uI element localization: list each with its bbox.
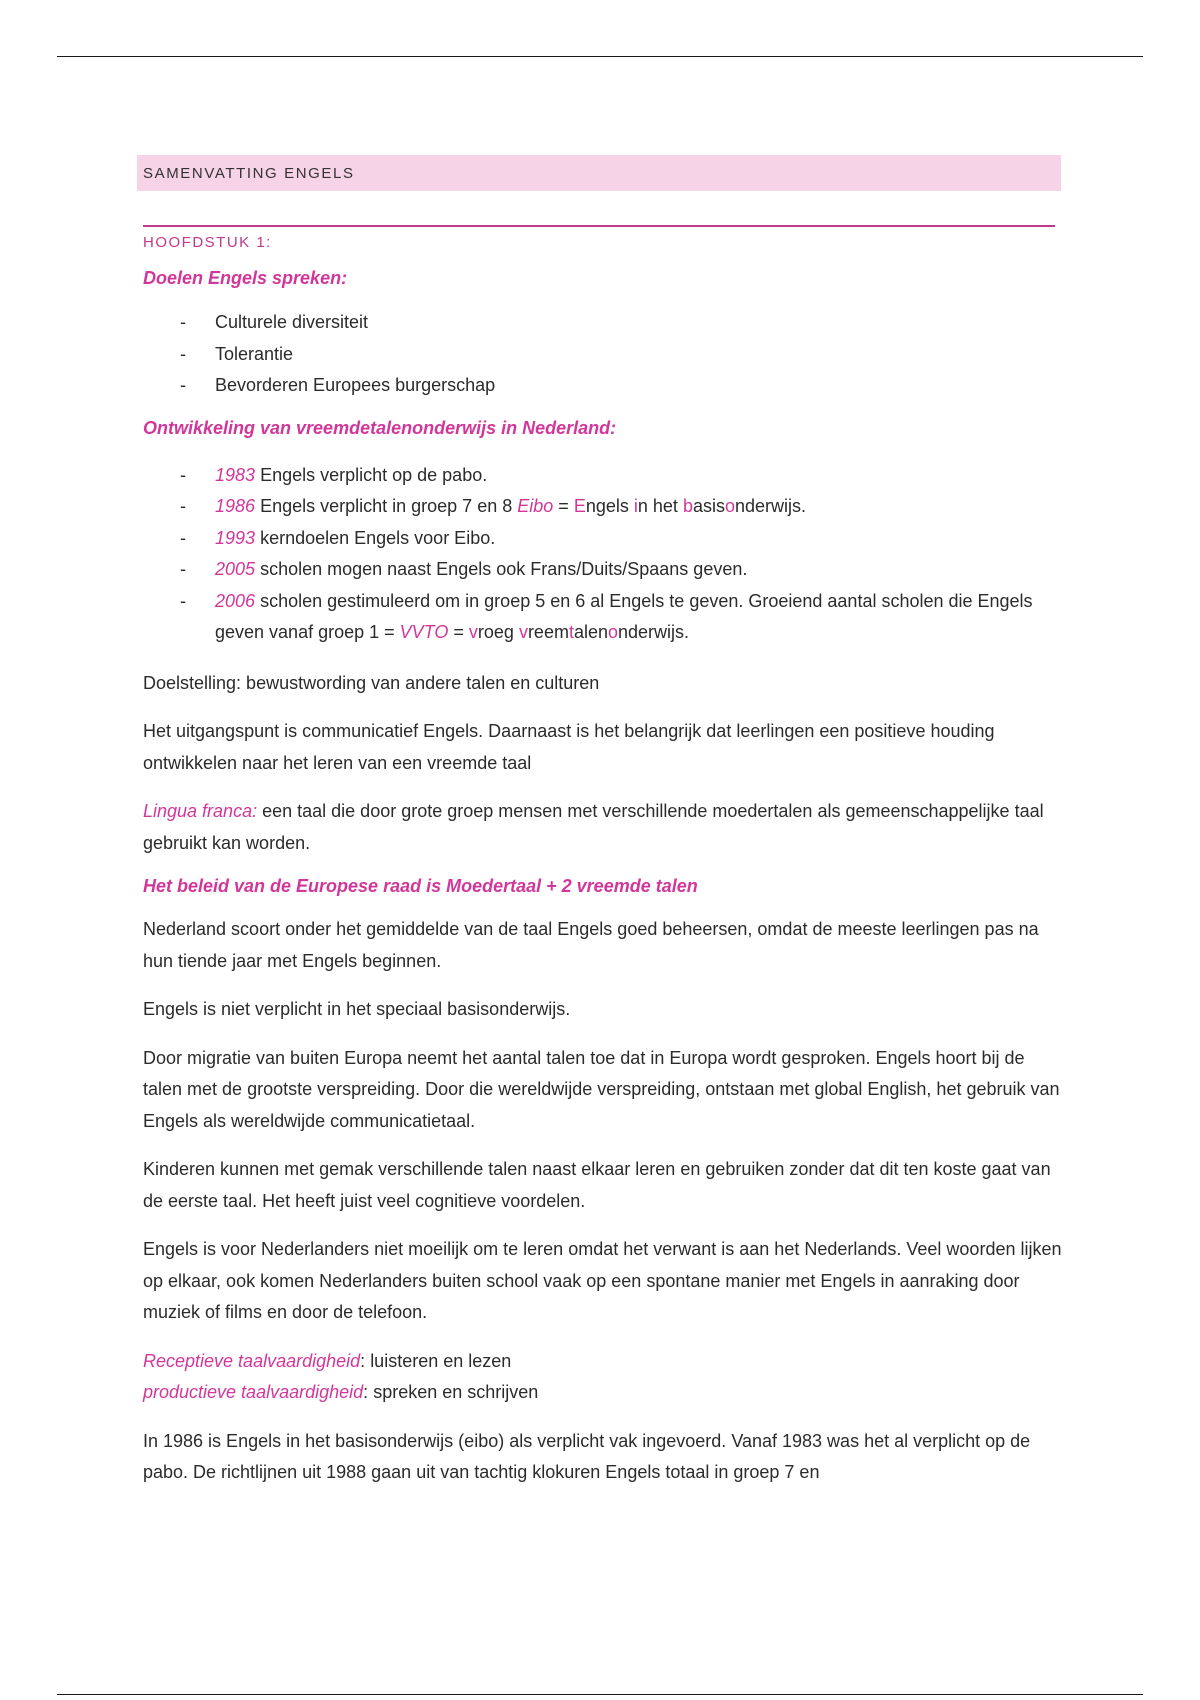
bullet-dash: -	[180, 496, 186, 516]
bullet-dash: -	[180, 375, 186, 395]
year: 2006	[215, 590, 256, 611]
timeline-item: - 2006 scholen gestimuleerd om in groep 5 en 6 al Engels te geven. Groeiend aantal scholen die Engels geven vanaf groep 1 = VVTO = vroeg vreemtalenonderwijs.	[143, 586, 1063, 649]
paragraph: Kinderen kunnen met gemak verschillende talen naast elkaar leren en gebruiken zonder dat dit ten koste gaat van de eerste taal. Het heeft juist veel cognitieve voordelen.	[143, 1159, 1051, 1211]
timeline-item: - 1983 Engels verplicht op de pabo.	[143, 460, 1063, 492]
section-heading-ontwikkeling: Ontwikkeling van vreemdetalenonderwijs in Nederland:	[143, 417, 617, 438]
paragraph-uitgangspunt: Het uitgangspunt is communicatief Engels. Daarnaast is het belangrijk dat leerlingen een positieve houding ontwikkelen naar het leren van een vreemde taal	[143, 721, 995, 773]
document-title: SAMENVATTING ENGELS	[143, 164, 355, 182]
timeline-item: - 2005 scholen mogen naast Engels ook Frans/Duits/Spaans geven.	[143, 554, 1063, 586]
beleid-heading: Het beleid van de Europese raad is Moedertaal + 2 vreemde talen	[143, 876, 698, 896]
paragraph: Engels is niet verplicht in het speciaal basisonderwijs.	[143, 999, 571, 1019]
bullet-dash: -	[180, 343, 186, 364]
footer-rule	[57, 1694, 1143, 1695]
paragraph: Engels is voor Nederlanders niet moeilijk om te leren omdat het verwant is aan het Nederlands. Veel woorden lijken op elkaar, ook komen Nederlanders buiten school vaak op een spontane manier met Engels in aanraking door muziek of films en door de telefoon.	[143, 1239, 1062, 1322]
list-item: - Culturele diversiteit	[143, 307, 1063, 339]
bullet-dash: -	[180, 590, 186, 611]
abbreviation: VVTO	[399, 622, 449, 642]
paragraph-taalvaardigheid: Receptieve taalvaardigheid: luisteren en lezen productieve taalvaardigheid: spreken en schrijven	[143, 1350, 539, 1402]
year: 2005	[215, 559, 256, 579]
timeline-item: - 1986 Engels verplicht in groep 7 en 8 Eibo = Engels in het basisonderwijs.	[143, 491, 1063, 523]
chapter-label: HOOFDSTUK 1:	[143, 234, 272, 251]
year: 1983	[215, 464, 256, 485]
document-body	[143, 155, 1063, 1489]
paragraph: Nederland scoort onder het gemiddelde van de taal Engels goed beheersen, omdat de meeste leerlingen pas na hun tiende jaar met Engels beginnen.	[143, 919, 1039, 971]
timeline-item: - 1993 kerndoelen Engels voor Eibo.	[143, 523, 1063, 555]
term-lingua-franca: Lingua franca:	[143, 801, 258, 821]
bullet-dash: -	[180, 312, 186, 332]
doelen-list	[143, 307, 1063, 402]
list-item: - Tolerantie	[143, 339, 1063, 371]
paragraph: Door migratie van buiten Europa neemt het aantal talen toe dat in Europa wordt gesproken. Engels hoort bij de talen met de grootste verspreiding. Door die wereldwijde verspreiding, ontstaan met global English, het gebruik van Engels als wereldwijde communicatietaal.	[143, 1047, 1060, 1131]
year: 1993	[215, 527, 256, 548]
title-band	[137, 155, 1061, 191]
year: 1986	[215, 496, 256, 516]
bullet-dash: -	[180, 464, 186, 485]
paragraph-last: In 1986 is Engels in het basisonderwijs (eibo) als verplicht vak ingevoerd. Vanaf 1983 was het al verplicht op de pabo. De richtlijnen uit 1988 gaan uit van tachtig klokuren Engels totaal in groep 7 en	[143, 1430, 1031, 1482]
chapter-heading	[143, 225, 1055, 251]
list-item: - Bevorderen Europees burgerschap	[143, 370, 1063, 402]
paragraph-doelstelling: Doelstelling: bewustwording van andere talen en culturen	[143, 672, 600, 693]
term-productief: productieve taalvaardigheid	[143, 1382, 364, 1402]
paragraph-lingua-franca: Lingua franca: een taal die door grote groep mensen met verschillende moedertalen als gemeenschappelijke taal gebruikt kan worden.	[143, 801, 1044, 853]
bullet-dash: -	[180, 527, 186, 548]
bullet-dash: -	[180, 559, 186, 579]
timeline-list	[143, 460, 1063, 649]
abbreviation: Eibo	[517, 496, 554, 516]
section-heading-doelen: Doelen Engels spreken:	[143, 268, 348, 288]
header-rule	[57, 56, 1143, 57]
term-receptief: Receptieve taalvaardigheid	[143, 1350, 361, 1371]
